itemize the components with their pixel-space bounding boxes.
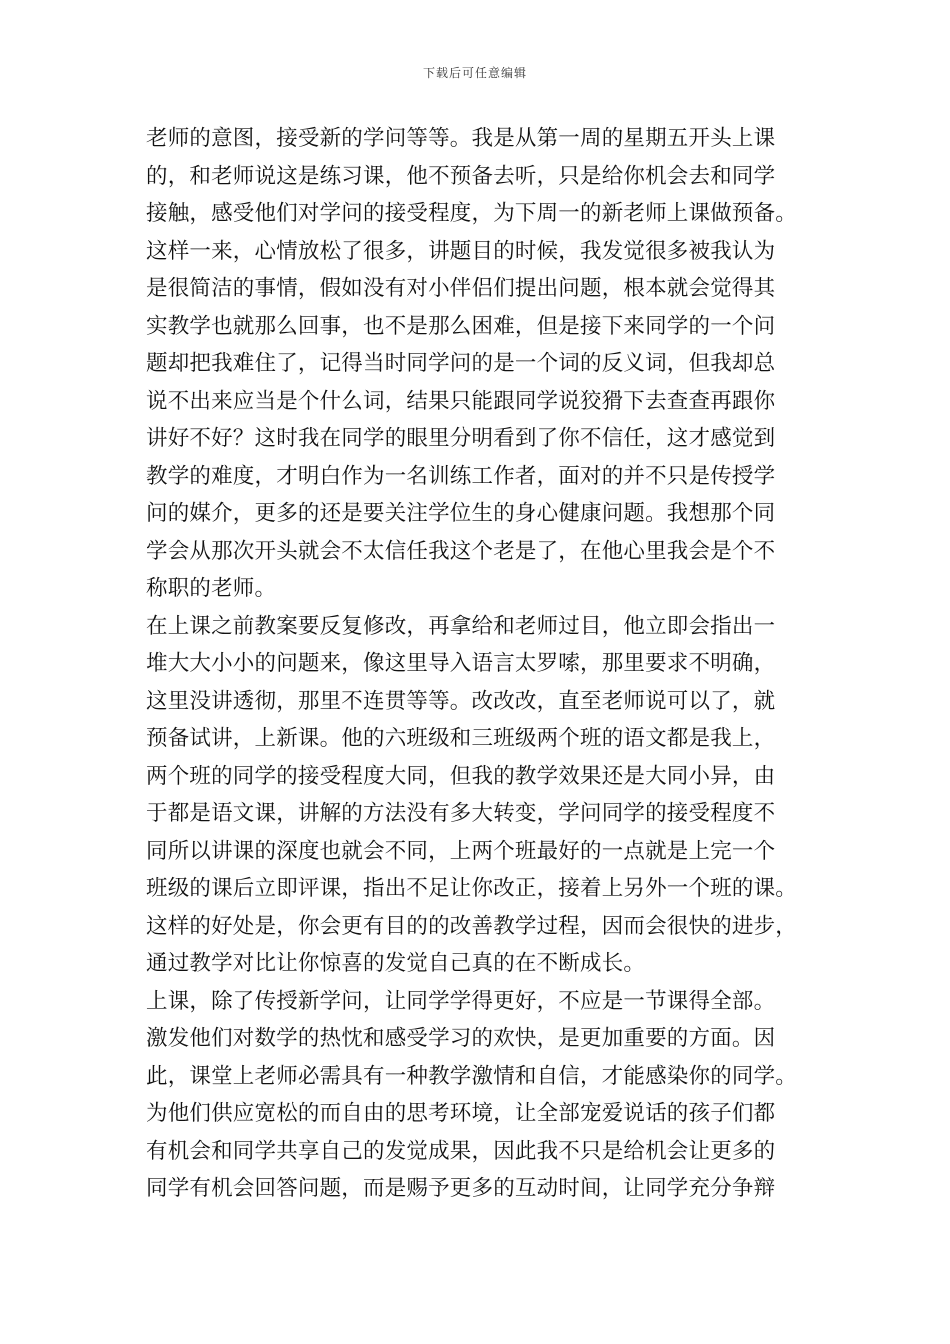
text-line: 讲好不好？这时我在同学的眼里分明看到了你不信任，这才感觉到 — [146, 426, 776, 451]
text-line: 是很简洁的事情，假如没有对小伴侣们提出问题，根本就会觉得其 — [146, 276, 776, 301]
document-body — [146, 120, 810, 1208]
text-line: 称职的老师。 — [146, 576, 277, 601]
text-line: 于都是语文课，讲解的方法没有多大转变，学问同学的接受程度不 — [146, 801, 776, 826]
text-line: 同所以讲课的深度也就会不同，上两个班最好的一点就是上完一个 — [146, 838, 776, 864]
text-line: 的，和老师说这是练习课，他不预备去听，只是给你机会去和同学 — [146, 163, 776, 189]
text-line: 此，课堂上老师必需具有一种教学激情和自信，才能感染你的同学。 — [146, 1063, 798, 1089]
text-line: 堆大大小小的问题来，像这里导入语言太罗嗦，那里要求不明确， — [146, 651, 776, 676]
text-line: 说不出来应当是个什么词，结果只能跟同学说狡猾下去查查再跟你 — [146, 388, 776, 414]
text-line: 这样的好处是，你会更有目的的改善教学过程，因而会很快的进步， — [146, 913, 798, 939]
text-line: 问的媒介，更多的还是要关注学位生的身心健康问题。我想那个同 — [146, 501, 776, 526]
text-line: 题却把我难住了，记得当时同学问的是一个词的反义词，但我却总 — [146, 351, 776, 376]
text-line: 通过教学对比让你惊喜的发觉自己真的在不断成长。 — [146, 951, 646, 976]
text-line: 在上课之前教案要反复修改，再拿给和老师过目，他立即会指出一 — [146, 613, 776, 639]
page-header-note: 下载后可任意编辑 — [422, 66, 527, 80]
text-line: 为他们供应宽松的而自由的思考环境，让全部宠爱说话的孩子们都 — [146, 1101, 776, 1126]
text-line: 这样一来，心情放松了很多，讲题目的时候，我发觉很多被我认为 — [146, 238, 776, 264]
text-line: 这里没讲透彻，那里不连贯等等。改改改，直至老师说可以了，就 — [146, 688, 776, 714]
text-line: 同学有机会回答问题，而是赐予更多的互动时间，让同学充分争辩 — [146, 1176, 776, 1201]
text-line: 实教学也就那么回事，也不是那么困难，但是接下来同学的一个问 — [146, 313, 776, 339]
text-line: 老师的意图，接受新的学问等等。我是从第一周的星期五开头上课 — [146, 126, 776, 151]
text-line: 上课，除了传授新学问，让同学学得更好，不应是一节课得全部。 — [146, 988, 776, 1014]
text-line: 激发他们对数学的热忱和感受学习的欢快，是更加重要的方面。因 — [146, 1026, 776, 1051]
text-line: 教学的难度，才明白作为一名训练工作者，面对的并不只是传授学 — [146, 463, 776, 489]
text-line: 预备试讲，上新课。他的六班级和三班级两个班的语文都是我上， — [146, 726, 776, 751]
text-line: 班级的课后立即评课，指出不足让你改正，接着上另外一个班的课。 — [146, 876, 798, 901]
text-line: 有机会和同学共享自己的发觉成果，因此我不只是给机会让更多的 — [146, 1138, 776, 1164]
text-line: 学会从那次开头就会不太信任我这个老是了，在他心里我会是个不 — [146, 538, 776, 564]
text-line: 两个班的同学的接受程度大同，但我的教学效果还是大同小异，由 — [146, 763, 776, 789]
text-line: 接触，感受他们对学问的接受程度，为下周一的新老师上课做预备。 — [146, 201, 798, 226]
